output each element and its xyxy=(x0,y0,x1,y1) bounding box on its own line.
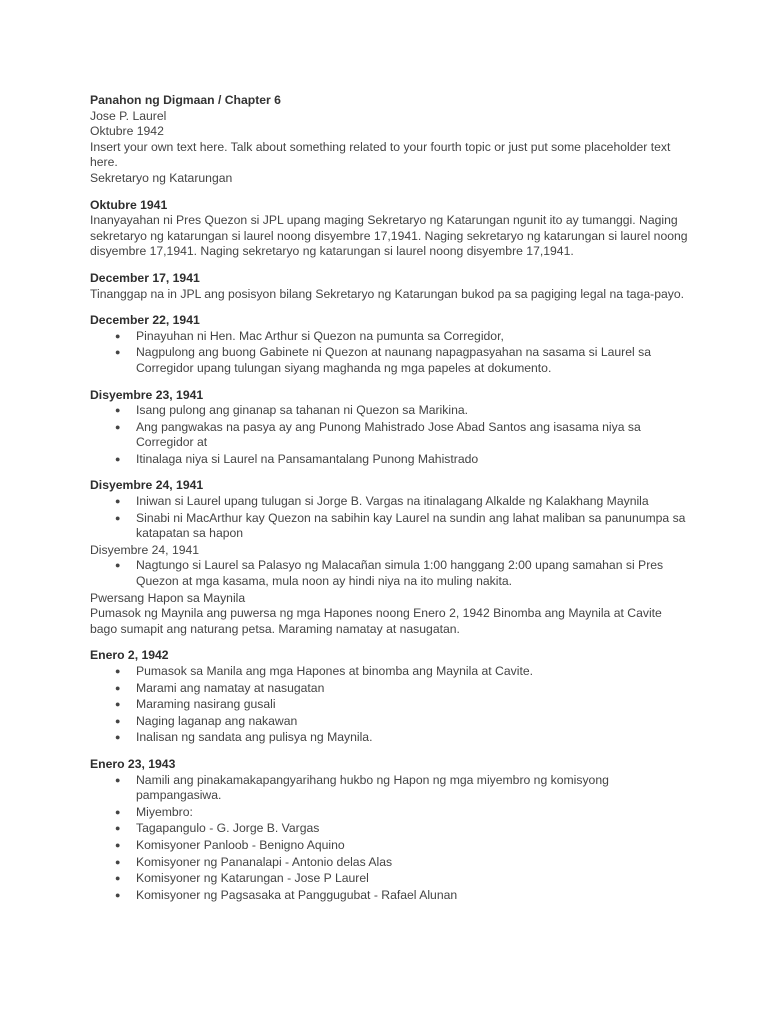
list-item-text: Miyembro: xyxy=(136,804,193,819)
bullet-icon: ● xyxy=(115,405,121,416)
bullet-list xyxy=(90,494,688,542)
list-item xyxy=(90,855,688,871)
list-item-text: Itinalaga niya si Laurel na Pansamantalang Punong Mahistrado xyxy=(136,451,479,466)
list-item-text: Komisyoner ng Pananalapi - Antonio delas Alas xyxy=(136,854,393,869)
author-line: Jose P. Laurel xyxy=(90,108,167,123)
bullet-icon: ● xyxy=(115,666,121,676)
list-item-text: Nagtungo si Laurel sa Palasyo ng Malacañan simula 1:00 hanggang 2:00 upang samahan si Pres Quezon at mga kasama, mula noon ay hindi niya na ito muling nakita. xyxy=(136,558,664,589)
section-paragraph: Pumasok ng Maynila ang puwersa ng mga Hapones noong Enero 2, 1942 Binomba ang Maynila at Cavite bago sumapit ang naturang petsa. Maraming namatay at nasugatan. xyxy=(90,606,662,636)
bullet-list xyxy=(90,773,688,904)
list-item-text: Tagapangulo - G. Jorge B. Vargas xyxy=(136,821,320,836)
subtitle-line: Sekretaryo ng Katarungan xyxy=(90,170,233,185)
section-heading-enero-2-1942: Enero 2, 1942 xyxy=(90,648,169,663)
date-line: Oktubre 1942 xyxy=(90,124,164,139)
list-item xyxy=(90,773,688,804)
list-item xyxy=(90,681,688,697)
section-heading-december-17-1941: December 17, 1941 xyxy=(90,270,200,285)
list-item xyxy=(90,403,688,419)
bullet-icon: ● xyxy=(115,699,121,710)
bullet-list xyxy=(90,329,688,377)
list-item xyxy=(90,511,688,542)
bullet-icon: ● xyxy=(115,512,121,523)
section-paragraph: Inanyayahan ni Pres Quezon si JPL upang maging Sekretaryo ng Katarungan ngunit ito ay tumanggi. Naging sekretaryo ng katarungan si laurel noong disyembre 17,1941. Naging sekretaryo ng katarungan si laurel noong disyembre 17,1941. Naging sekretaryo ng katarungan si laurel noong disyembre 17,1941. xyxy=(90,213,688,259)
bullet-icon: ● xyxy=(115,823,121,834)
section-heading-disyembre-24-1941: Disyembre 24, 1941 xyxy=(90,478,204,493)
list-item-text: Ang pangwakas na pasya ay ang Punong Mahistrado Jose Abad Santos ang isasama niya sa Corregidor at xyxy=(136,419,641,450)
list-item xyxy=(90,329,688,345)
list-item-text: Maraming nasirang gusali xyxy=(136,697,276,712)
bullet-list xyxy=(90,558,688,589)
bullet-icon: ● xyxy=(115,732,121,743)
list-item xyxy=(90,730,688,746)
bullet-icon: ● xyxy=(115,839,121,850)
section-heading-disyembre-23-1941: Disyembre 23, 1941 xyxy=(90,387,204,402)
bullet-icon: ● xyxy=(115,856,121,867)
section-heading-december-22-1941: December 22, 1941 xyxy=(90,313,200,328)
list-item xyxy=(90,871,688,887)
bullet-list xyxy=(90,403,688,467)
list-item-text: Inalisan ng sandata ang pulisya ng Maynila. xyxy=(136,730,373,745)
bullet-icon: ● xyxy=(115,560,121,571)
list-item xyxy=(90,420,688,451)
document-title: Panahon ng Digmaan / Chapter 6 xyxy=(90,93,281,107)
subheading-line: Disyembre 24, 1941 xyxy=(90,542,200,557)
list-item-text: Namili ang pinakamakapangyarihang hukbo ng Hapon ng mga miyembro ng komisyong pampangasiwa. xyxy=(136,772,609,803)
bullet-icon: ● xyxy=(115,453,121,464)
bullet-icon: ● xyxy=(115,889,121,900)
list-item-text: Pumasok sa Manila ang mga Hapones at binomba ang Maynila at Cavite. xyxy=(136,664,533,678)
list-item-text: Isang pulong ang ginanap sa tahanan ni Quezon sa Marikina. xyxy=(136,403,469,418)
bullet-icon: ● xyxy=(115,496,121,507)
bullet-icon: ● xyxy=(115,715,121,726)
bullet-icon: ● xyxy=(115,774,121,785)
list-item xyxy=(90,697,688,713)
placeholder-text: Insert your own text here. Talk about something related to your fourth topic or just put some placeholder text here. xyxy=(90,139,671,170)
list-item xyxy=(90,805,688,821)
list-item xyxy=(90,664,688,680)
bullet-list xyxy=(90,664,688,746)
list-item xyxy=(90,452,688,468)
list-item xyxy=(90,821,688,837)
list-item-text: Naging laganap ang nakawan xyxy=(136,713,298,728)
section-heading-oktubre-1941: Oktubre 1941 xyxy=(90,197,168,212)
list-item-text: Komisyoner ng Pagsasaka at Panggugubat - Rafael Alunan xyxy=(136,887,458,902)
list-item-text: Nagpulong ang buong Gabinete ni Quezon at naunang napagpasyahan na sasama si Laurel sa Corregidor upang tulungan siyang maghanda ng mga papeles at dokumento. xyxy=(136,345,651,375)
list-item-text: Iniwan si Laurel upang tulugan si Jorge B. Vargas na itinalagang Alkalde ng Kalakhang Maynila xyxy=(136,494,649,509)
list-item-text: Komisyoner ng Katarungan - Jose P Laurel xyxy=(136,871,369,886)
list-item xyxy=(90,714,688,730)
label-line: Pwersang Hapon sa Maynila xyxy=(90,590,246,605)
list-item-text: Komisyoner Panloob - Benigno Aquino xyxy=(136,837,345,852)
bullet-icon: ● xyxy=(115,873,121,884)
list-item xyxy=(90,345,688,376)
list-item xyxy=(90,558,688,589)
bullet-icon: ● xyxy=(115,330,121,341)
list-item-text: Marami ang namatay at nasugatan xyxy=(136,680,325,695)
bullet-icon: ● xyxy=(115,682,121,693)
bullet-icon: ● xyxy=(115,347,121,358)
list-item xyxy=(90,494,688,510)
section-paragraph: Tinanggap na in JPL ang posisyon bilang Sekretaryo ng Katarungan bukod pa sa pagiging legal na taga-payo. xyxy=(90,286,685,301)
list-item xyxy=(90,838,688,854)
bullet-icon: ● xyxy=(115,806,121,817)
list-item xyxy=(90,888,688,904)
bullet-icon: ● xyxy=(115,421,121,432)
list-item-text: Sinabi ni MacArthur kay Quezon na sabihin kay Laurel na sundin ang lahat maliban sa panunumpa sa katapatan sa hapon xyxy=(136,510,686,541)
list-item-text: Pinayuhan ni Hen. Mac Arthur si Quezon na pumunta sa Corregidor, xyxy=(136,328,504,343)
section-heading-enero-23-1943: Enero 23, 1943 xyxy=(90,756,176,771)
